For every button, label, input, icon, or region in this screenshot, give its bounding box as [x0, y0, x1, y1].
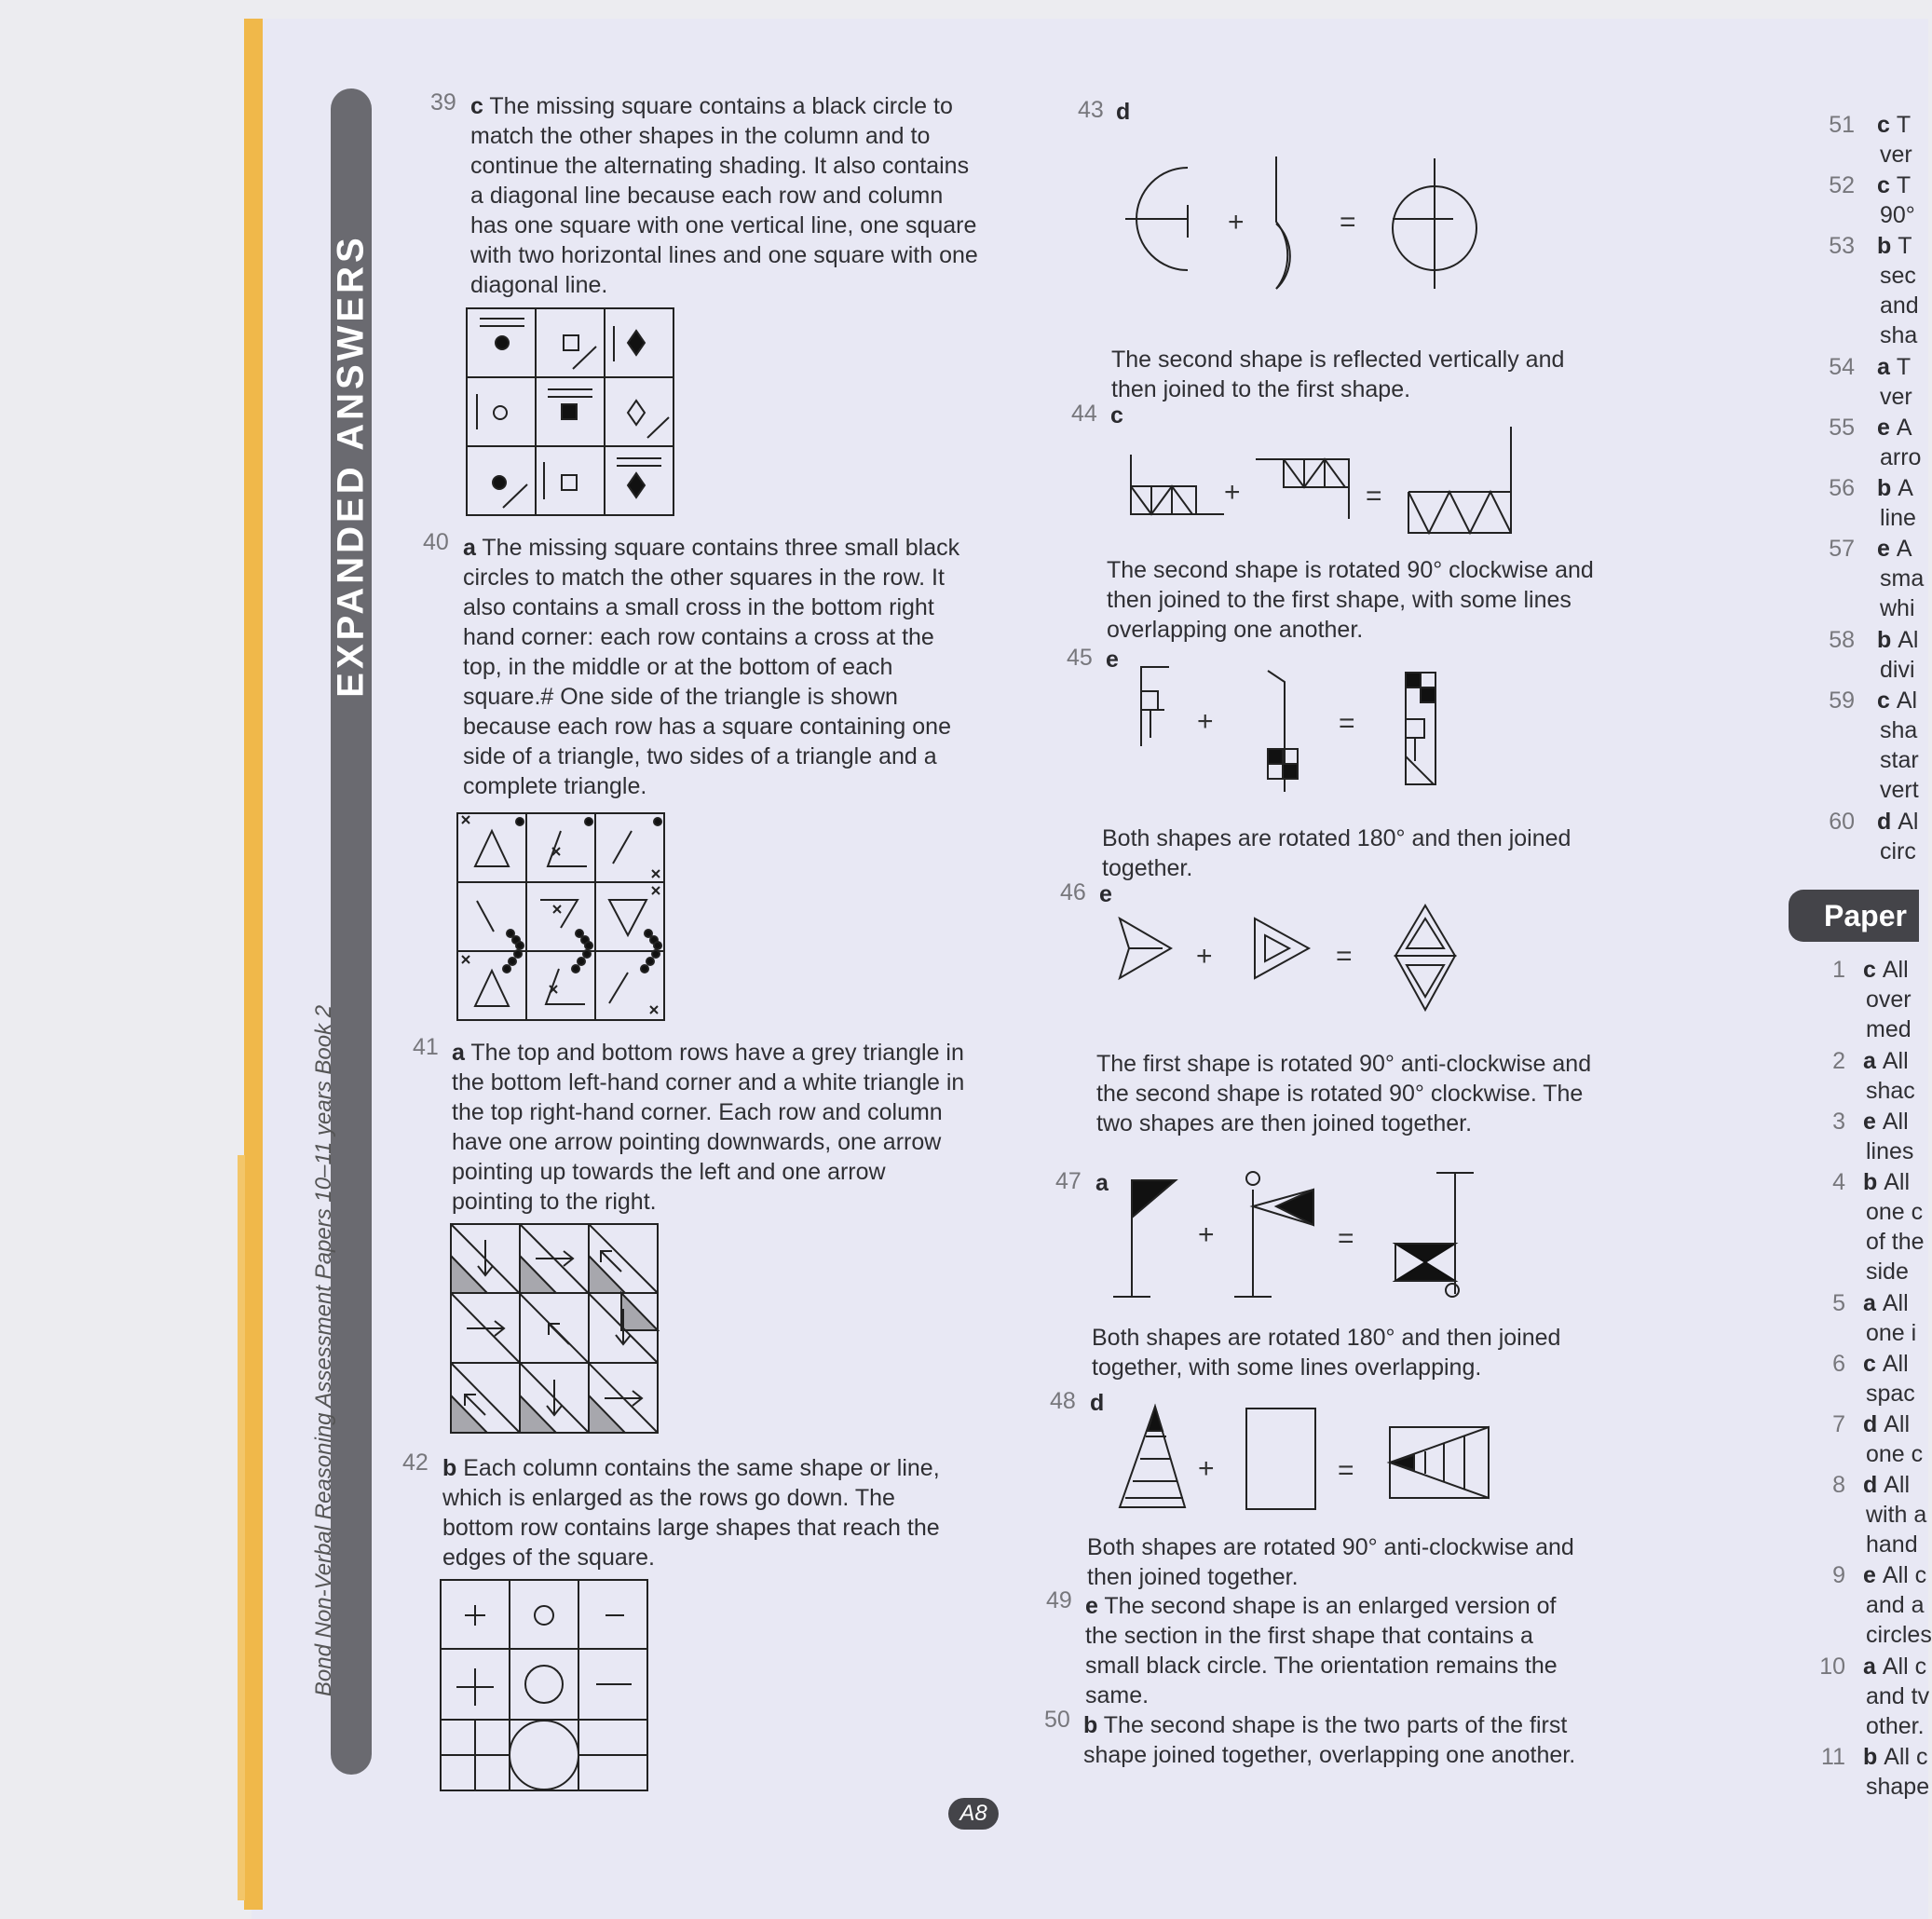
right-item-text: spac	[1866, 1380, 1915, 1407]
answer-text: The second shape is the two parts of the first shape joined together, overlapping one another.	[1083, 1712, 1576, 1768]
figure-39-grid	[466, 307, 675, 517]
equals-sign: =	[1338, 1455, 1354, 1486]
answer-45-text: Both shapes are rotated 180° and then joined together.	[1102, 825, 1571, 881]
answer-letter: b	[1877, 626, 1898, 653]
right-item-number: 59	[1829, 687, 1855, 714]
figure-44	[1129, 427, 1520, 534]
figure-48	[1118, 1405, 1490, 1512]
right-item-text: ver	[1880, 142, 1912, 168]
equals-sign: =	[1340, 207, 1356, 238]
right-column-clip	[1807, 93, 1932, 1817]
right-item-text: e A	[1877, 415, 1912, 441]
right-item-text: line	[1880, 505, 1916, 531]
right-item-text: a All c	[1863, 1653, 1927, 1680]
right-item-text: sha	[1880, 322, 1918, 348]
right-item-text: b A	[1877, 475, 1913, 501]
item-number: 40	[423, 529, 449, 555]
figure-45	[1132, 663, 1458, 789]
equals-sign: =	[1336, 941, 1353, 972]
answer-48-text: Both shapes are rotated 90° anti-clockwise and then joined together.	[1087, 1534, 1574, 1590]
right-item-number: 54	[1829, 354, 1855, 380]
right-item-number: 55	[1829, 415, 1855, 441]
answer-47-letter	[1095, 1168, 1109, 1198]
answer-48-letter	[1090, 1388, 1104, 1418]
answer-letter: c	[1863, 957, 1883, 983]
right-item-text: 90°	[1880, 202, 1915, 228]
item-number: 44	[1071, 401, 1097, 427]
plus-sign: +	[1228, 207, 1245, 238]
answer-letter: e	[1099, 881, 1112, 907]
answer-letter: b	[1083, 1712, 1098, 1738]
answer-letter: c	[1877, 112, 1897, 138]
answer-letter: a	[1863, 1289, 1883, 1316]
figure-41-grid	[450, 1223, 660, 1436]
answer-letter: b	[1863, 1744, 1884, 1770]
right-item-text: ver	[1880, 384, 1912, 410]
plus-sign: +	[1224, 477, 1241, 508]
book-title: Bond Non-Verbal Reasoning Assessment Papers 10–11 years Book 2	[311, 1004, 336, 1697]
answer-letter: b	[1863, 1168, 1884, 1195]
answer-letter: a	[1863, 1653, 1883, 1680]
answer-46-letter	[1099, 879, 1112, 909]
answer-letter: b	[1877, 475, 1898, 501]
right-item-text: c T	[1877, 112, 1912, 138]
answer-letter: b	[1877, 233, 1898, 259]
answer-44-letter	[1110, 401, 1123, 430]
answer-letter: c	[1110, 402, 1123, 429]
right-item-text: vert	[1880, 776, 1919, 803]
item-number: 39	[430, 89, 456, 116]
answer-letter: b	[442, 1455, 457, 1481]
right-item-text: star	[1880, 746, 1919, 773]
plus-sign: +	[1197, 706, 1214, 737]
right-item-text: circ	[1880, 837, 1916, 864]
right-item-number: 58	[1829, 626, 1855, 653]
right-item-text: d All	[1863, 1471, 1911, 1498]
item-number: 43	[1078, 97, 1104, 123]
right-item-text: c All	[1863, 1350, 1909, 1377]
answer-43-letter	[1116, 97, 1130, 127]
figure-40-grid	[456, 812, 666, 1022]
right-item-text: c T	[1877, 172, 1912, 198]
item-number: 50	[1044, 1707, 1070, 1733]
right-item-number: 56	[1829, 475, 1855, 501]
section-title: EXPANDED ANSWERS	[330, 234, 372, 698]
right-item-text: b Al	[1877, 626, 1919, 653]
right-item-text: circles	[1866, 1622, 1932, 1648]
right-item-text: e All c	[1863, 1562, 1927, 1588]
figure-42-grid	[440, 1579, 649, 1793]
right-item-number: 7	[1832, 1410, 1845, 1437]
answer-letter: d	[1090, 1390, 1105, 1416]
right-item-text: a All	[1863, 1289, 1909, 1316]
right-item-number: 3	[1832, 1108, 1845, 1135]
answer-letter: e	[1863, 1562, 1883, 1588]
right-item-number: 10	[1819, 1653, 1845, 1680]
right-item-text: arro	[1880, 444, 1922, 470]
right-item-number: 9	[1832, 1562, 1845, 1588]
right-item-text: hand	[1866, 1531, 1918, 1558]
answer-49	[1085, 1591, 1588, 1710]
right-item-text: shac	[1866, 1077, 1915, 1104]
answer-letter: e	[1877, 536, 1897, 562]
plus-sign: +	[1198, 1219, 1215, 1250]
answer-letter: e	[1085, 1593, 1098, 1619]
right-item-text: and a	[1866, 1592, 1925, 1618]
answer-text: The missing square contains a black circle to match the other shapes in the column and to continue the alternating shading. It also contains a diagonal line because each row and column has one square with one vertical line, one square with two horizontal lines and one square with one diagonal line.	[470, 93, 978, 298]
right-item-text: whi	[1880, 595, 1915, 621]
answer-46-text: The first shape is rotated 90° anti-clockwise and the second shape is rotated 90° clockwise. The two shapes are then joined together.	[1096, 1051, 1592, 1136]
right-item-number: 53	[1829, 233, 1855, 259]
right-item-text: divi	[1880, 656, 1915, 683]
book-edge-orange-lower	[238, 1155, 245, 1900]
answer-letter: a	[452, 1040, 465, 1066]
right-item-text: sha	[1880, 716, 1918, 743]
answer-43-text: The second shape is reflected vertically and then joined to the first shape.	[1111, 347, 1565, 402]
right-item-text: med	[1866, 1016, 1912, 1042]
page-number: A8	[948, 1798, 999, 1830]
right-item-number: 60	[1829, 808, 1855, 835]
figure-47	[1109, 1169, 1481, 1300]
right-item-text: d Al	[1877, 808, 1919, 835]
item-number: 42	[402, 1449, 429, 1476]
right-item-number: 11	[1821, 1744, 1845, 1770]
right-item-number: 51	[1829, 112, 1855, 138]
item-number: 41	[413, 1034, 439, 1060]
right-item-text: over	[1866, 987, 1912, 1013]
right-item-text: of the	[1866, 1228, 1925, 1255]
right-item-text: b T	[1877, 233, 1912, 259]
answer-letter: e	[1106, 646, 1119, 673]
answer-39	[470, 91, 983, 300]
right-item-text: c All	[1863, 957, 1909, 983]
answer-letter: a	[1863, 1047, 1883, 1074]
answer-42	[442, 1453, 946, 1572]
right-item-number: 6	[1832, 1350, 1845, 1377]
answer-letter: a	[1877, 354, 1897, 380]
right-item-text: one c	[1866, 1198, 1924, 1225]
answer-letter: e	[1863, 1108, 1883, 1135]
right-item-text: other.	[1866, 1712, 1925, 1739]
answer-letter: d	[1863, 1471, 1884, 1498]
right-item-text: sec	[1880, 263, 1916, 289]
right-item-text: a All	[1863, 1047, 1909, 1074]
answer-letter: a	[1095, 1170, 1109, 1196]
figure-43	[1118, 149, 1500, 298]
paper-tab: Paper	[1789, 890, 1919, 942]
answer-letter: c	[1863, 1350, 1883, 1377]
answer-44-text: The second shape is rotated 90° clockwise and then joined to the first shape, with some lines overlapping one another.	[1107, 557, 1594, 643]
right-item-text: b All	[1863, 1168, 1911, 1195]
right-item-number: 2	[1832, 1047, 1845, 1074]
answer-letter: d	[1116, 99, 1131, 125]
right-item-text: a T	[1877, 354, 1912, 380]
answer-text: Each column contains the same shape or line, which is enlarged as the rows go down. The bottom row contains large shapes that reach the edges of the square.	[442, 1455, 940, 1571]
equals-sign: =	[1338, 1223, 1354, 1254]
right-item-text: with a	[1866, 1501, 1927, 1528]
answer-letter: c	[1877, 172, 1897, 198]
right-item-text: sma	[1880, 565, 1925, 592]
answer-50	[1083, 1710, 1586, 1770]
answer-letter: e	[1877, 415, 1897, 441]
right-item-text: d All	[1863, 1410, 1911, 1437]
answer-letter: c	[1877, 687, 1897, 714]
right-item-number: 57	[1829, 536, 1855, 562]
figure-46	[1118, 904, 1463, 1015]
right-item-text: e A	[1877, 536, 1912, 562]
right-item-number: 8	[1832, 1471, 1845, 1498]
equals-sign: =	[1366, 481, 1382, 511]
answer-45-letter	[1106, 645, 1119, 674]
item-number: 48	[1050, 1388, 1076, 1414]
answer-40	[463, 533, 971, 801]
item-number: 47	[1055, 1168, 1082, 1194]
right-item-number: 1	[1832, 957, 1845, 983]
right-item-text: one i	[1866, 1319, 1917, 1346]
right-item-text: lines	[1866, 1137, 1914, 1164]
plus-sign: +	[1198, 1453, 1215, 1484]
answer-47-text: Both shapes are rotated 180° and then joined together, with some lines overlapping.	[1092, 1325, 1561, 1381]
answer-letter: d	[1877, 808, 1898, 835]
equals-sign: =	[1339, 708, 1355, 739]
book-edge-orange	[244, 19, 263, 1910]
right-item-number: 52	[1829, 172, 1855, 198]
right-item-text: e All	[1863, 1108, 1909, 1135]
answer-letter: a	[463, 535, 476, 561]
answer-letter: d	[1863, 1410, 1884, 1437]
right-item-number: 5	[1832, 1289, 1845, 1316]
item-number: 49	[1046, 1587, 1072, 1613]
plus-sign: +	[1196, 941, 1213, 972]
right-item-number: 4	[1832, 1168, 1845, 1195]
item-number: 45	[1067, 645, 1093, 671]
answer-41	[452, 1038, 973, 1217]
right-item-text: one c	[1866, 1440, 1924, 1467]
item-number: 46	[1060, 879, 1086, 905]
right-item-text: side	[1866, 1258, 1909, 1285]
answer-text: The top and bottom rows have a grey triangle in the bottom left-hand corner and a white triangle in the top right-hand corner. Each row and column have one arrow pointing downwards, one arrow pointing up towards the left and one arrow pointing to the right.	[452, 1040, 965, 1215]
right-item-text: c Al	[1877, 687, 1918, 714]
answer-letter: c	[470, 93, 483, 119]
right-item-text: and tv	[1866, 1682, 1930, 1709]
right-item-text: shape	[1866, 1774, 1930, 1800]
answer-text: The second shape is an enlarged version of the section in the first shape that contains a small black circle. The orientation remains the same.	[1085, 1593, 1558, 1708]
answer-text: The missing square contains three small black circles to match the other squares in the row. It also contains a small cross in the bottom right hand corner: each row contains a cross at the top, in the middle or at the bottom of each square.# One side of the triangle is shown because each row has a square containing one side of a triangle, two sides of a triangle and a complete triangle.	[463, 535, 960, 799]
right-item-text: b All c	[1863, 1744, 1928, 1770]
right-item-text: and	[1880, 293, 1919, 319]
